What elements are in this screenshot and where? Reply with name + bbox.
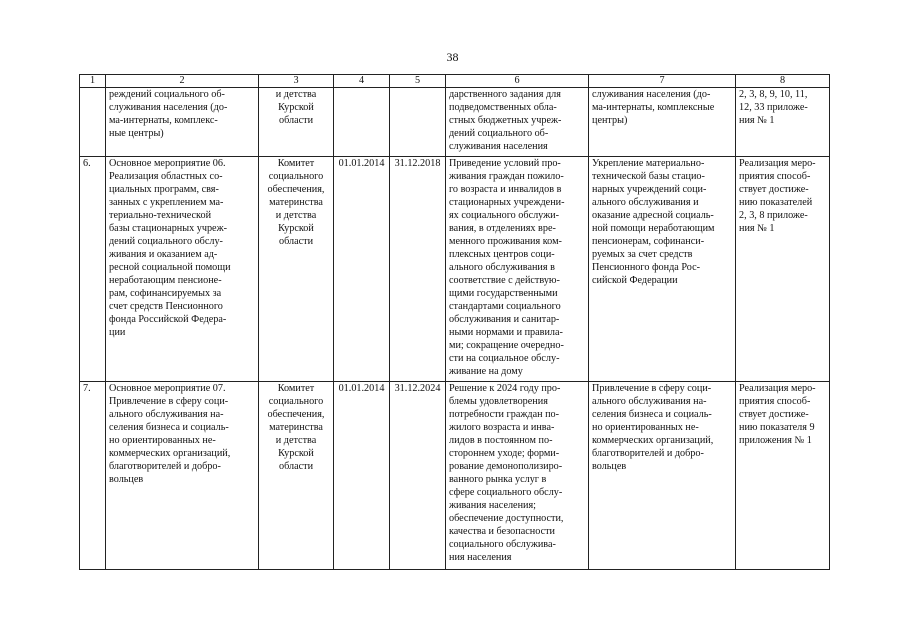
header-cell: 5 bbox=[390, 75, 446, 88]
indicator-link: 2, 3, 8, 9, 10, 11, 12, 33 приложе- ния № 1 bbox=[736, 88, 830, 157]
row-number: 6. bbox=[80, 157, 106, 382]
expected-result: Приведение условий про- живания граждан пожило- го возраста и инвалидов в стационарных учреждени- ях социального обслужи- вания, в отделениях вре- менного проживания ком- плексных центров соци- ального обслуживания в соответствие с действую- щими государственными стандартами социального обслуживания и санитар- ными нормами и правила- ми; сокращение очередно- сти на социальное обслу- живание на дому bbox=[446, 157, 589, 382]
measures-table bbox=[79, 74, 830, 570]
expected-result: Решение к 2024 году про- блемы удовлетворения потребности граждан по- жилого возраста и инва- лидов в постоянном по- стороннем уходе; форми- рование демонополизиро- ванного рынка услуг в сфере социального обслу- живания населения; обеспечение доступности, качества и безопасности социального обслужива- ния населения bbox=[446, 382, 589, 570]
table-row bbox=[80, 382, 830, 570]
end-date: 31.12.2018 bbox=[390, 157, 446, 382]
header-cell: 1 bbox=[80, 75, 106, 88]
header-cell: 8 bbox=[736, 75, 830, 88]
header-cell: 7 bbox=[589, 75, 736, 88]
executor: Комитет социального обеспечения, материнства и детства Курской области bbox=[259, 157, 334, 382]
start-date: 01.01.2014 bbox=[334, 157, 390, 382]
consequences: Привлечение в сферу соци- ального обслуживания на- селения бизнеса и социаль- но ориентированных не- коммерческих организаций, благотворителей и добро- вольцев bbox=[589, 382, 736, 570]
end-date bbox=[390, 88, 446, 157]
measure-name: Основное мероприятие 06. Реализация областных со- циальных программ, свя- занных с укреплением ма- териально-технической базы стационарных учреж- дений социального обслу- живания и оказанием ад- ресной социальной помощи неработающим пенсионе- рам, софинансируемых за счет средств Пенсионного фонда Российской Федера- ции bbox=[106, 157, 259, 382]
measure-name: реждений социального об- служивания населения (до- ма-интернаты, комплекс- ные центры) bbox=[106, 88, 259, 157]
measure-name: Основное мероприятие 07. Привлечение в сферу соци- ального обслуживания на- селения бизнеса и социаль- но ориентированных не- коммерческих организаций, благотворителей и добро- вольцев bbox=[106, 382, 259, 570]
header-cell: 6 bbox=[446, 75, 589, 88]
header-cell: 4 bbox=[334, 75, 390, 88]
end-date: 31.12.2024 bbox=[390, 382, 446, 570]
start-date bbox=[334, 88, 390, 157]
indicator-link: Реализация меро- приятия способ- ствует достиже- нию показателей 2, 3, 8 приложе- ния № 1 bbox=[736, 157, 830, 382]
consequences: Укрепление материально- технической базы стацио- нарных учреждений соци- ального обслуживания и оказание адресной социаль- ной помощи неработающим пенсионерам, софинанси- руемых за счет средств Пенсионного фонда Рос- сийской Федерации bbox=[589, 157, 736, 382]
consequences: служивания населения (до- ма-интернаты, комплексные центры) bbox=[589, 88, 736, 157]
indicator-link: Реализация меро- приятия способ- ствует достиже- нию показателя 9 приложения № 1 bbox=[736, 382, 830, 570]
row-number: 7. bbox=[80, 382, 106, 570]
header-cell: 3 bbox=[259, 75, 334, 88]
start-date: 01.01.2014 bbox=[334, 382, 390, 570]
expected-result: дарственного задания для подведомственных обла- стных бюджетных учреж- дений социального об- служивания населения bbox=[446, 88, 589, 157]
table-row bbox=[80, 88, 830, 157]
table-row bbox=[80, 157, 830, 382]
table-header-row bbox=[80, 75, 830, 88]
row-number bbox=[80, 88, 106, 157]
header-cell: 2 bbox=[106, 75, 259, 88]
executor: и детства Курской области bbox=[259, 88, 334, 157]
executor: Комитет социального обеспечения, материнства и детства Курской области bbox=[259, 382, 334, 570]
page-number: 38 bbox=[446, 50, 459, 64]
